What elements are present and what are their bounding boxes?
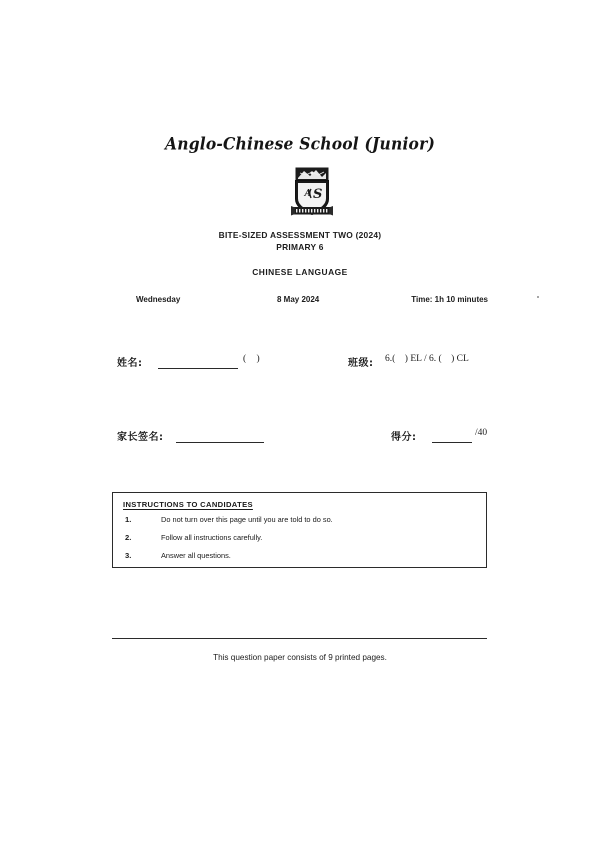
exam-heading-block bbox=[0, 230, 600, 277]
instructions-list bbox=[113, 515, 486, 569]
parent-signature-label: 家长签名: bbox=[117, 432, 164, 443]
footer-divider bbox=[112, 638, 487, 639]
svg-text:S: S bbox=[313, 187, 323, 202]
signature-score-row bbox=[112, 426, 488, 446]
name-label: 姓名: bbox=[117, 358, 143, 369]
exam-subject: CHINESE LANGUAGE bbox=[252, 267, 348, 277]
score-label: 得分: bbox=[391, 432, 417, 443]
class-field[interactable]: 6.( ) EL / 6. ( ) CL bbox=[385, 354, 469, 364]
school-crest-icon bbox=[291, 167, 333, 219]
exam-meta-row bbox=[112, 295, 488, 309]
name-input-line[interactable] bbox=[158, 368, 238, 369]
parent-signature-line[interactable] bbox=[176, 442, 264, 443]
page-count-note: This question paper consists of 9 printed pages. bbox=[213, 653, 387, 662]
exam-date: 8 May 2024 bbox=[277, 295, 320, 304]
instruction-item bbox=[113, 515, 486, 533]
exam-day: Wednesday bbox=[136, 295, 181, 304]
score-total: /40 bbox=[475, 428, 488, 438]
instruction-item bbox=[113, 533, 486, 551]
instructions-box bbox=[112, 492, 487, 568]
instruction-text: Answer all questions. bbox=[161, 551, 231, 560]
exam-level: PRIMARY 6 bbox=[276, 241, 324, 252]
candidate-fields-row bbox=[112, 352, 488, 372]
name-index-field[interactable]: ( ) bbox=[243, 354, 264, 364]
exam-title: BITE-SIZED ASSESSMENT TWO (2024) bbox=[218, 230, 382, 240]
instruction-number: 1. bbox=[125, 515, 132, 524]
score-input-line[interactable] bbox=[432, 442, 472, 443]
scan-artifact bbox=[537, 296, 539, 298]
school-name: Anglo-Chinese School (Junior) bbox=[165, 133, 435, 154]
svg-text:A: A bbox=[304, 189, 312, 199]
instruction-item bbox=[113, 551, 486, 569]
instruction-number: 3. bbox=[125, 551, 132, 560]
instructions-heading: INSTRUCTIONS TO CANDIDATES bbox=[123, 500, 253, 509]
class-label: 班级: bbox=[348, 358, 374, 369]
instruction-number: 2. bbox=[125, 533, 132, 542]
instruction-text: Do not turn over this page until you are told to do so. bbox=[161, 515, 333, 524]
instruction-text: Follow all instructions carefully. bbox=[161, 533, 263, 542]
exam-duration: Time: 1h 10 minutes bbox=[411, 295, 488, 304]
